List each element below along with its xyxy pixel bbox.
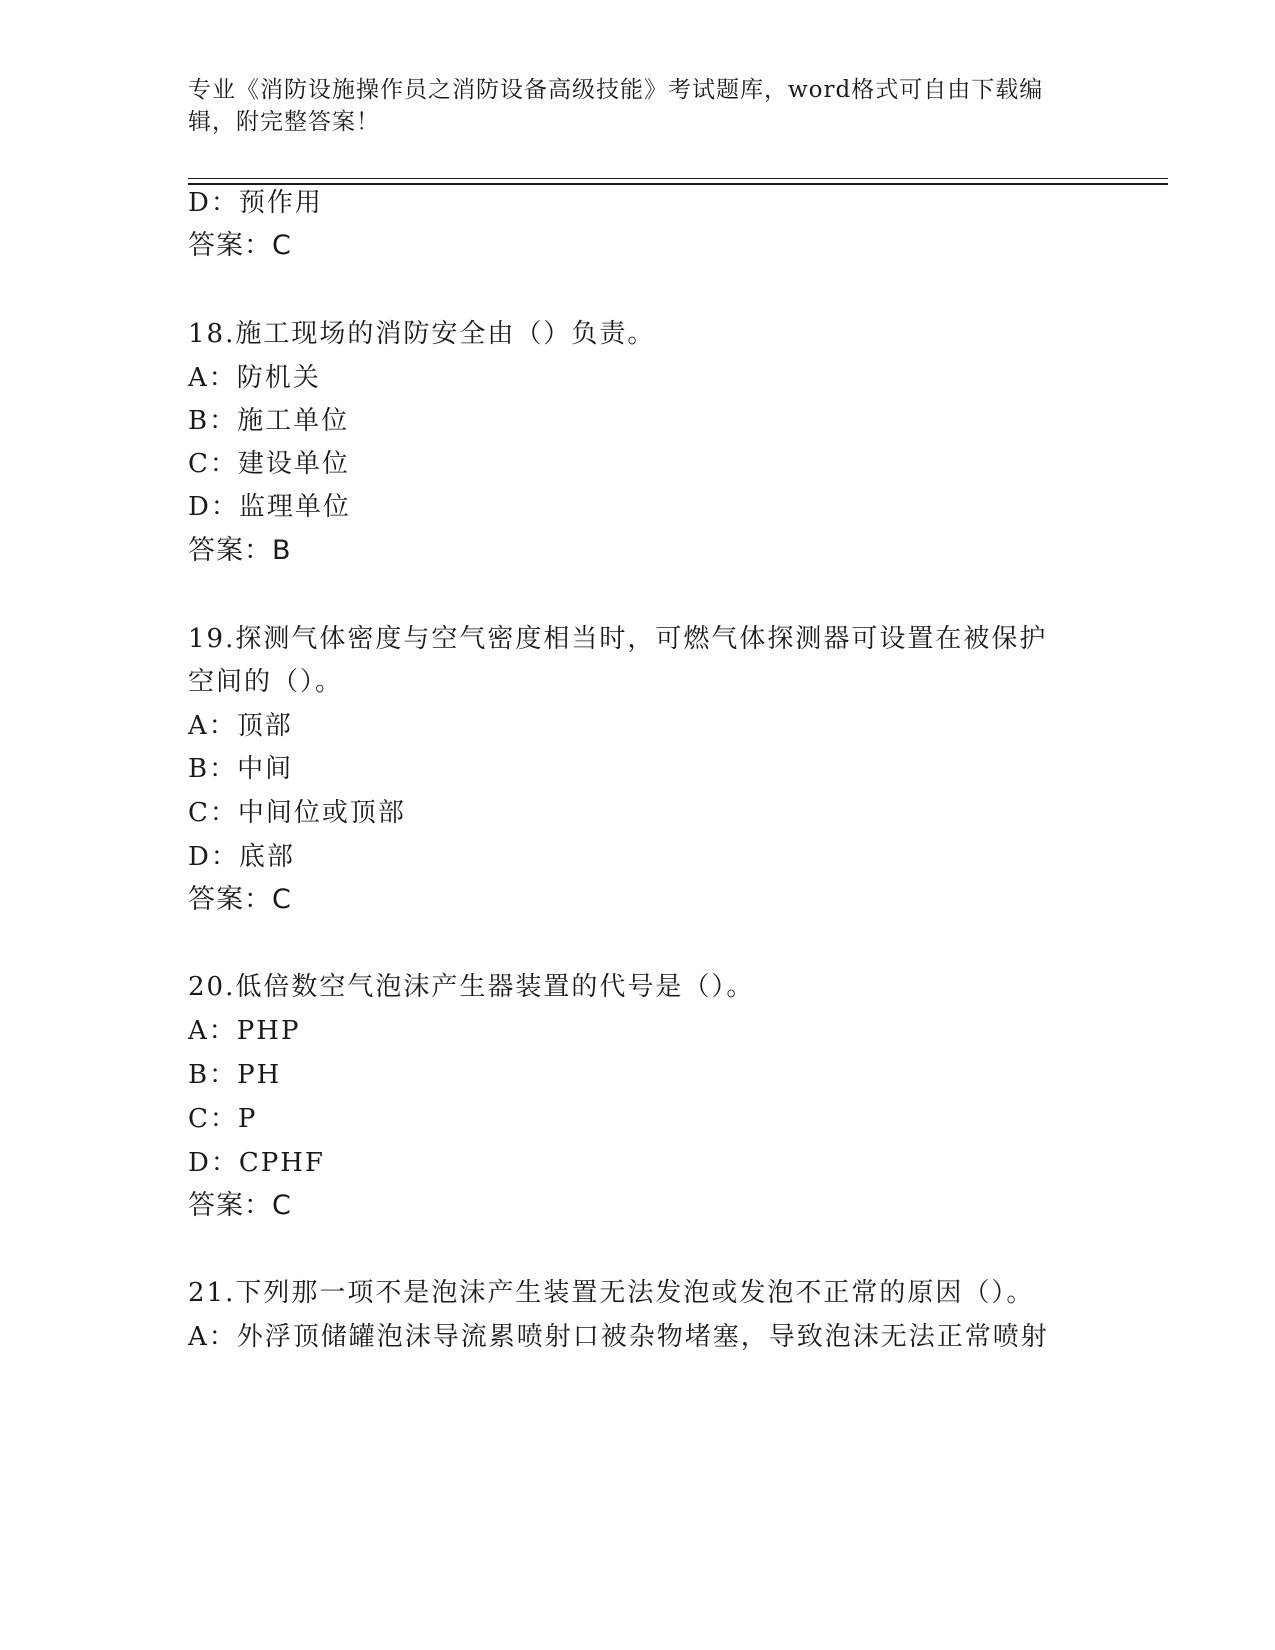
- header-line-1: 专业《消防设施操作员之消防设备高级技能》考试题库，word格式可自由下载编: [188, 77, 1044, 103]
- q20-stem: 20.低倍数空气泡沫产生器装置的代号是（）。: [188, 972, 755, 1002]
- q20-option-b: B：PH: [188, 1060, 282, 1090]
- q18-answer: 答案：B: [188, 535, 292, 566]
- q19-answer: 答案：C: [188, 884, 292, 915]
- header-divider-thick: [188, 183, 1168, 185]
- q20-option-d: D：CPHF: [188, 1148, 325, 1178]
- q19-option-a: A：顶部: [188, 711, 293, 741]
- q18-option-b: B：施工单位: [188, 406, 350, 436]
- q18-stem: 18.施工现场的消防安全由（）负责。: [188, 319, 656, 349]
- q19-option-c: C：中间位或顶部: [188, 798, 406, 828]
- header-line-2: 辑，附完整答案！: [188, 109, 380, 135]
- q20-answer: 答案：C: [188, 1190, 292, 1221]
- q18-option-c: C：建设单位: [188, 449, 350, 479]
- q18-option-a: A：防机关: [188, 363, 321, 393]
- q19-stem-line-2: 空间的（）。: [188, 667, 344, 697]
- q21-option-a: A：外浮顶储罐泡沫导流累喷射口被杂物堵塞，导致泡沫无法正常喷射: [188, 1322, 1049, 1352]
- q19-stem-line-1: 19.探测气体密度与空气密度相当时，可燃气体探测器可设置在被保护: [188, 624, 1048, 654]
- q18-option-d: D：监理单位: [188, 492, 351, 522]
- q19-option-d: D：底部: [188, 842, 295, 872]
- document-header: [188, 74, 1088, 138]
- header-divider-thin: [188, 178, 1168, 179]
- q20-option-a: A：PHP: [188, 1016, 301, 1046]
- q20-option-c: C：P: [188, 1104, 258, 1134]
- q21-stem: 21.下列那一项不是泡沫产生装置无法发泡或发泡不正常的原因（）。: [188, 1278, 1035, 1308]
- q19-option-b: B：中间: [188, 754, 294, 784]
- prev-option-d: D：预作用: [188, 188, 323, 218]
- prev-answer: 答案：C: [188, 230, 292, 261]
